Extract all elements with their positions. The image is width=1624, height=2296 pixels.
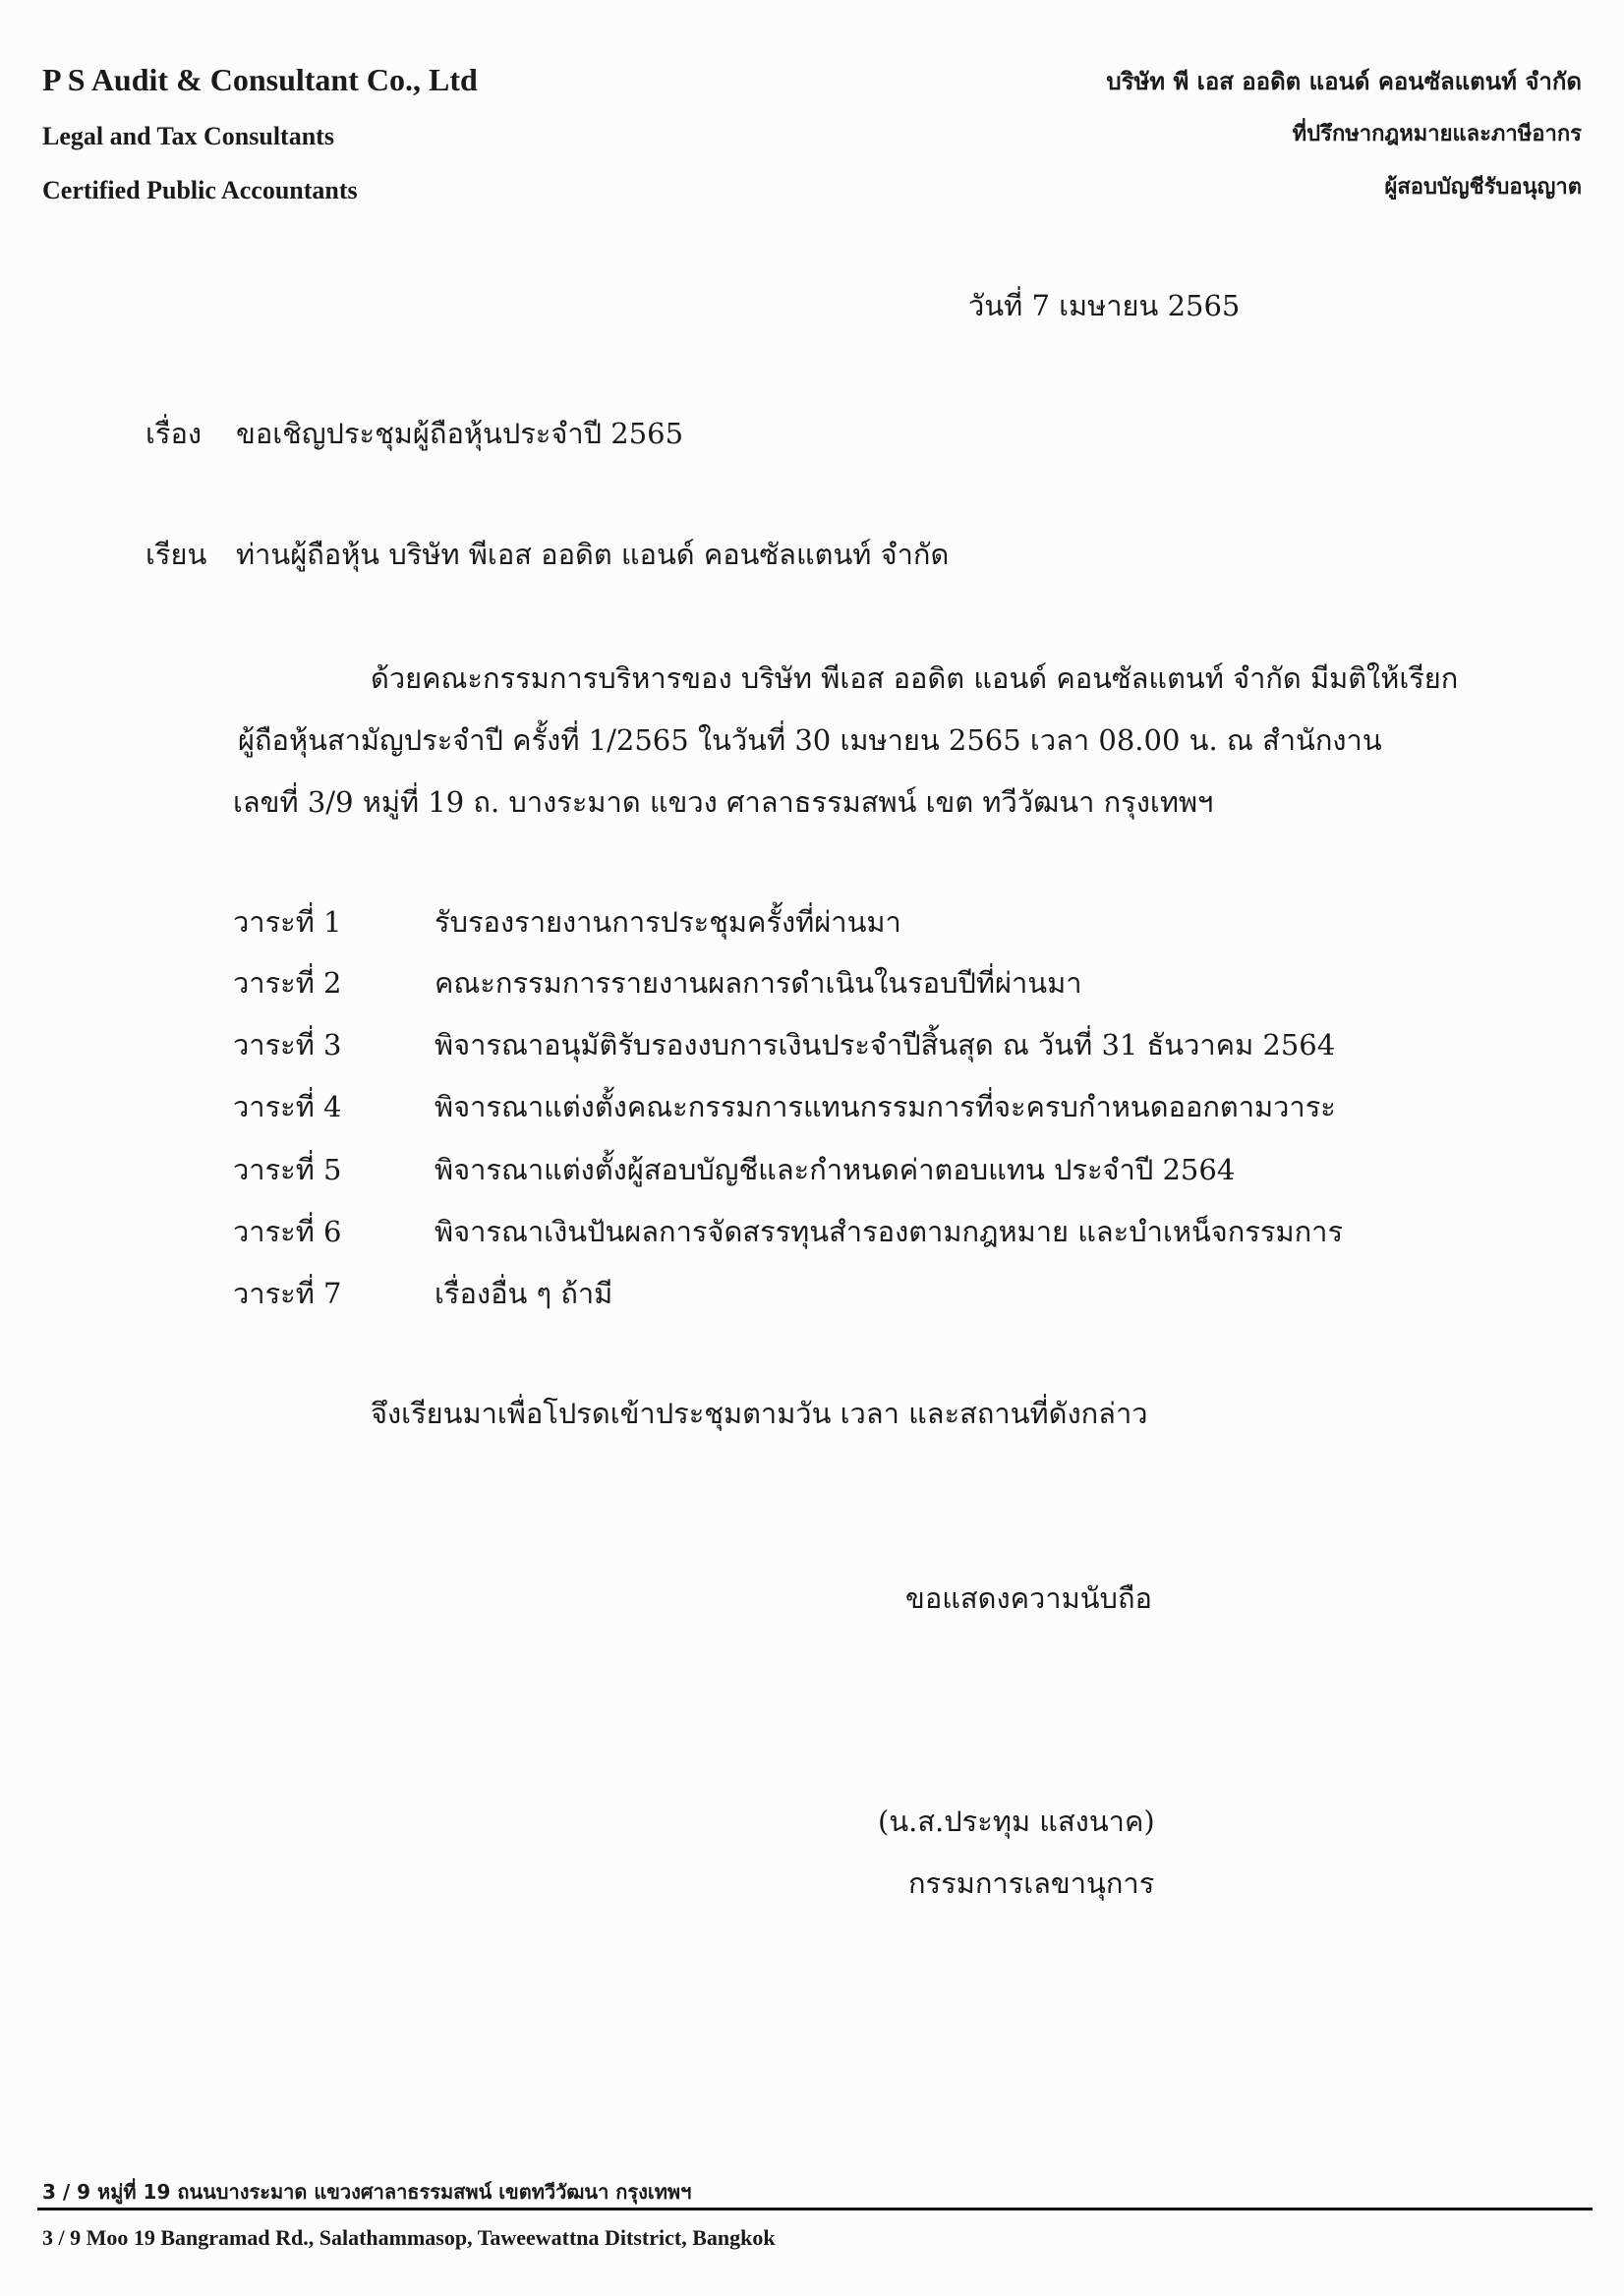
agenda-number: วาระที่ 5: [233, 1153, 342, 1186]
body-line-3: เลขที่ 3/9 หมู่ที่ 19 ถ. บางระมาด แขวง ศาลาธรรมสพน์ เขต ทวีวัฒนา กรุงเทพฯ: [233, 785, 1214, 819]
closing-request: จึงเรียนมาเพื่อโปรดเข้าประชุมตามวัน เวลา และสถานที่ดังกล่าว: [371, 1397, 1148, 1430]
company-name-th: บริษัท พี เอส ออดิต แอนด์ คอนซัลแตนท์ จำกัด: [1106, 68, 1582, 95]
agenda-text: รับรองรายงานการประชุมครั้งที่ผ่านมา: [435, 905, 901, 939]
agenda-number: วาระที่ 7: [233, 1277, 342, 1310]
agenda-text: พิจารณาเงินปันผลการจัดสรรทุนสำรองตามกฎหมาย และบำเหน็จกรรมการ: [435, 1215, 1344, 1248]
recipient-text: ท่านผู้ถือหุ้น บริษัท พีเอส ออดิต แอนด์ คอนซัลแตนท์ จำกัด: [236, 538, 950, 571]
agenda-number: วาระที่ 2: [233, 966, 342, 1000]
footer-divider: [37, 2208, 1593, 2210]
tagline-th-cpa: ผู้สอบบัญชีรับอนุญาต: [1384, 175, 1582, 200]
agenda-number: วาระที่ 3: [233, 1028, 342, 1062]
signatory-name: (น.ส.ประทุม แสงนาค): [878, 1805, 1155, 1838]
subject-text: ขอเชิญประชุมผู้ถือหุ้นประจำปี 2565: [236, 417, 684, 450]
tagline-legal-tax: Legal and Tax Consultants: [42, 122, 334, 150]
agenda-number: วาระที่ 1: [233, 905, 342, 939]
agenda-number: วาระที่ 6: [233, 1215, 342, 1248]
letter-date: วันที่ 7 เมษายน 2565: [968, 289, 1241, 322]
agenda-text: คณะกรรมการรายงานผลการดำเนินในรอบปีที่ผ่านมา: [435, 966, 1082, 1000]
body-line-1: ด้วยคณะกรรมการบริหารของ บริษัท พีเอส ออดิต แอนด์ คอนซัลแตนท์ จำกัด มีมติให้เรียก: [371, 661, 1459, 695]
tagline-cpa: Certified Public Accountants: [42, 176, 358, 204]
agenda-number: วาระที่ 4: [233, 1090, 342, 1123]
signatory-title: กรรมการเลขานุการ: [908, 1866, 1155, 1900]
company-name-en: P S Audit & Consultant Co., Ltd: [42, 62, 478, 97]
agenda-text: เรื่องอื่น ๆ ถ้ามี: [435, 1277, 613, 1310]
footer-address-en: 3 / 9 Moo 19 Bangramad Rd., Salathammasop, Taweewattna Ditstrict, Bangkok: [42, 2225, 776, 2250]
footer-address-th: 3 / 9 หมู่ที่ 19 ถนนบางระมาด แขวงศาลาธรรมสพน์ เขตทวีวัฒนา กรุงเทพฯ: [42, 2180, 692, 2204]
agenda-text: พิจารณาแต่งตั้งคณะกรรมการแทนกรรมการที่จะครบกำหนดออกตามวาระ: [435, 1090, 1336, 1123]
tagline-th-legal-tax: ที่ปรึกษากฎหมายและภาษีอากร: [1292, 122, 1582, 146]
regards: ขอแสดงความนับถือ: [905, 1581, 1152, 1615]
agenda-text: พิจารณาแต่งตั้งผู้สอบบัญชีและกำหนดค่าตอบแทน ประจำปี 2564: [435, 1153, 1236, 1186]
recipient-label: เรียน: [145, 538, 207, 571]
agenda-text: พิจารณาอนุมัติรับรองงบการเงินประจำปีสิ้นสุด ณ วันที่ 31 ธันวาคม 2564: [435, 1028, 1336, 1062]
body-line-2: ผู้ถือหุ้นสามัญประจำปี ครั้งที่ 1/2565 ในวันที่ 30 เมษายน 2565 เวลา 08.00 น. ณ สำนักงาน: [238, 723, 1382, 757]
subject-label: เรื่อง: [145, 417, 203, 450]
